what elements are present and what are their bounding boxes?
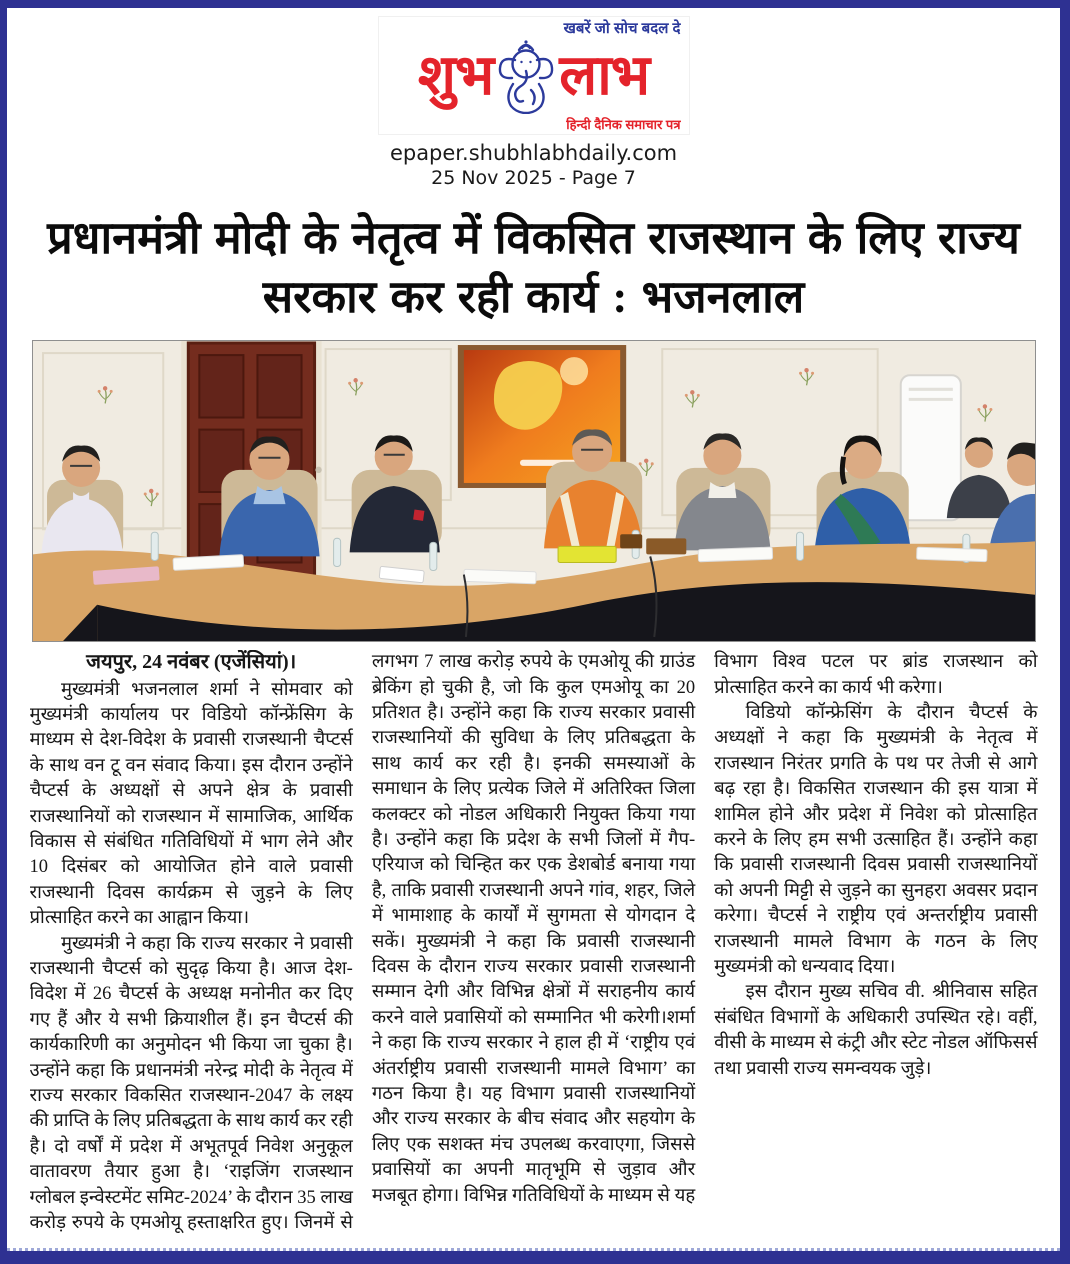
masthead-tagline: खबरें जो सोच बदल दे — [563, 20, 681, 37]
article-body — [30, 650, 1038, 1238]
edition-date-page: 25 Nov 2025 - Page 7 — [431, 167, 636, 190]
article-paragraph: मुख्यमंत्री ने कहा कि राज्य सरकार ने प्रवासी राजस्थानी चैप्टर्स को सुदृढ़ किया है। आज देश-विदेश में 26 चैप्टर्स के अध्यक्ष मनोनीत कर दिए गए हैं और ये सभी क्रियाशील हैं। इन चैप्टर्स की कार्यकारिणी का अनुमोदन भी किया जा चुका है। उन्होंने कहा कि प्रधानमंत्री नरेन्द्र मोदी के नेतृत्व में राज्य सरकार विकसित राजस्थान-2047 के लक्ष्य की प्राप्ति के लिए प्रतिबद्धता के साथ कार्य कर रही है। दो वर्षों में प्रदेश में अभूतपूर्व निवेश अनुकूल वातावरण तैयार हुआ है। ‘राइजिंग राजस्थान ग्लोबल इन्वेस्टमेंट समिट-2024’ के दौरान 35 लाख करोड़ रुपये के एमओयू हस्ताक्षरित हुए। जिनमें से लगभग 7 लाख करोड़ रुपये के एमओयू की ग्राउंड ब्रेकिंग हो चुकी है, जो कि कुल एमओयू का 20 प्रतिशत है। उन्होंने कहा कि राज्य सरकार प्रवासी राजस्थानियों की सुविधा के लिए प्रतिबद्धता के साथ कार्य कर रही है। इनकी समस्याओं के समाधान के लिए प्रत्येक जिले में अतिरिक्त जिला कलक्टर को नोडल अधिकारी नियुक्त किया गया है। उन्होंने कहा कि प्रदेश के सभी जिलों में गैप-एरियाज को चिन्हित कर एक डेशबोर्ड बनाया गया है, ताकि प्रवासी राजस्थानी अपने गांव, शहर, जिले में भामाशाह के कार्यों में सुगमता से योगदान दे सकें। मुख्यमंत्री ने कहा कि प्रवासी राजस्थानी दिवस के दौरान राज्य सरकार प्रवासी राजस्थानी सम्मान देगी और विभिन्न क्षेत्रों में सराहनीय कार्य करने वाले प्रवासियों को सम्मानित भी करेगी।शर्मा ने कहा कि राज्य सरकार ने हाल ही में ‘राष्ट्रीय एवं अंतर्राष्ट्रीय प्रवासी राजस्थानी मामले विभाग’ का गठन किया है। यह विभाग प्रवासी राजस्थानियों और राज्य सरकार के बीच संवाद और सहयोग के लिए एक सशक्त मंच उपलब्ध करवाएगा, जिससे प्रवासियों का अपनी मातृभूमि से जुड़ाव और मजबूत होगा। विभिन्न गतिविधियों के माध्यम से यह विभाग विश्व पटल पर ब्रांड राजस्थान को प्रोत्साहित करने का कार्य भी करेगा। — [29, 652, 1038, 1234]
logo-word-labh: लाभ — [559, 42, 650, 108]
meeting-photo-illustration — [33, 341, 1035, 641]
article-dateline: जयपुर, 24 नवंबर (एजेंसियां)। — [86, 651, 297, 674]
article-paragraph: मुख्यमंत्री भजनलाल शर्मा ने सोमवार को मुख्यमंत्री कार्यालय पर विडियो कॉन्फ्रेंसिग के माध्यम से देश-विदेश के प्रवासी राजस्थानी चैप्टर्स के साथ वन टू वन संवाद किया। इस दौरान उन्होंने चैप्टर्स के अध्यक्षों से अपने क्षेत्र के प्रवासी राजस्थानियों को राजस्थान में सामाजिक, आर्थिक विकास से संबंधित गतिविधियों में भाग लेने और 10 दिसंबर को आयोजित होने वाले प्रवासी राजस्थानी दिवस कार्यक्रम से जुड़ने के लिए प्रोत्साहित करने का आह्वान किया। — [29, 679, 353, 929]
masthead — [378, 16, 690, 135]
newspaper-logo — [387, 34, 681, 119]
ganesha-icon — [495, 38, 557, 119]
footer-dotted-divider — [7, 1248, 1060, 1251]
masthead-subtitle: हिन्दी दैनिक समाचार पत्र — [566, 116, 681, 132]
news-photo — [32, 340, 1036, 642]
epaper-url: epaper.shubhlabhdaily.com — [389, 141, 678, 166]
article-paragraph: विडियो कॉन्फ्रेसिंग के दौरान चैप्टर्स के अध्यक्षों ने कहा कि मुख्यमंत्री के नेतृत्व में राजस्थान निरंतर प्रगति के पथ पर तेजी से आगे बढ़ रहा है। विकसित राजस्थान की इस यात्रा में शामिल होने और प्रदेश में निवेश को प्रोत्साहित करने के लिए हम सभी उत्साहित हैं। उन्होंने कहा कि प्रवासी राजस्थानी दिवस प्रवासी राजस्थानियों को अपनी मिट्टी से जुड़ने का सुनहरा अवसर प्रदान करेगा। चैप्टर्स ने राष्ट्रीय एवं अन्तर्राष्ट्रीय प्रवासी राजस्थानी मामले विभाग के गठन के लिए मुख्यमंत्री को धन्यवाद दिया। — [714, 702, 1038, 977]
article-paragraph: इस दौरान मुख्य सचिव वी. श्रीनिवास सहित संबंधित विभागों के अधिकारी उपस्थित रहे। वहीं, वीसी के माध्यम से कंट्री और स्टेट नोडल ऑफिसर्स तथा प्रवासी राज्य समन्वयक जुड़े। — [714, 982, 1038, 1079]
article-headline: प्रधानमंत्री मोदी के नेतृत्व में विकसित राजस्थान के लिए राज्य सरकार कर रही कार्य : भजनलाल — [47, 213, 1020, 322]
logo-word-shubh: शुभ — [417, 42, 494, 108]
